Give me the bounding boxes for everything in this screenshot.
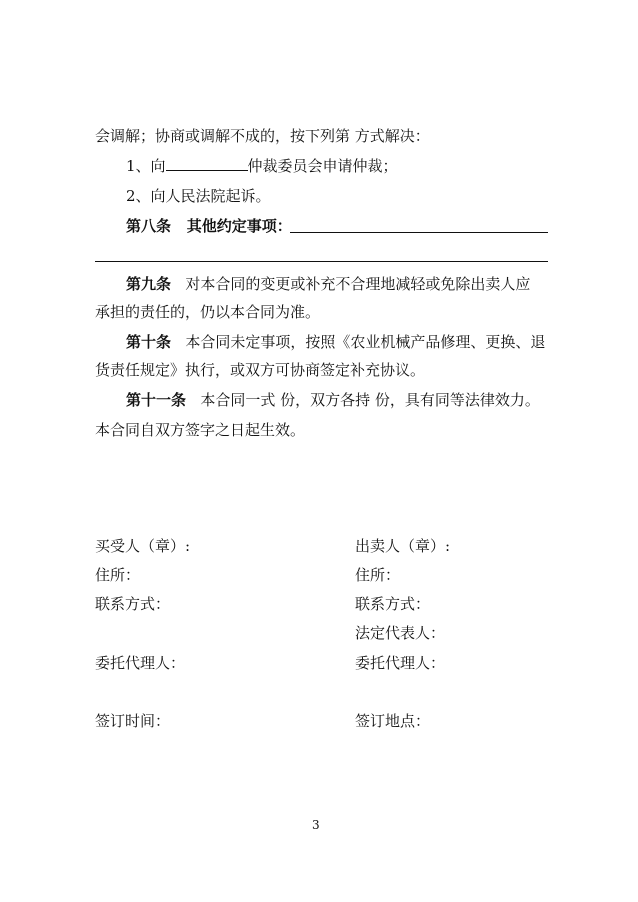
buyer-agent: 委托代理人： [95,654,186,672]
buyer-contact: 联系方式： [95,595,171,613]
court-option: 2、向人民法院起诉。 [126,187,271,205]
article-text: 对本合同的变更或补充不合理地减轻或免除出卖人应 [185,275,531,293]
seller-label: 出卖人（章）: [355,537,451,555]
article-label: 第八条 [126,217,172,235]
seller-address: 住所： [355,566,401,584]
seller-contact: 联系方式： [355,595,431,613]
article-11-cont: 本合同自双方签字之日起生效。 [95,421,306,439]
buyer-label: 买受人（章）: [95,537,191,555]
article-9-cont: 承担的责任的，仍以本合同为准。 [95,303,321,321]
article-10-cont: 货责任规定》执行，或双方可协商签定补充协议。 [95,361,426,379]
seller-legal-rep: 法定代表人： [355,624,446,642]
option-suffix: 仲裁委员会申请仲裁； [247,157,398,175]
arbitration-blank [166,156,248,171]
article-8 [126,216,292,236]
article-label: 第十条 [126,333,172,351]
buyer-address: 住所： [95,566,141,584]
arbitration-option [126,156,398,176]
option-prefix: 1、向 [126,157,166,175]
article-9 [126,274,530,294]
article-10 [126,332,545,352]
other-terms-blank [290,232,548,233]
article-text: 其他约定事项： [186,217,292,235]
article-11 [126,390,540,410]
article-label: 第十一条 [126,391,187,409]
seller-agent: 委托代理人： [355,654,446,672]
sign-place: 签订地点： [355,712,431,730]
article-label: 第九条 [126,275,172,293]
other-terms-blank-line [95,261,548,262]
article-text: 本合同一式 份，双方各持 份，具有同等法律效力。 [200,391,540,409]
article-text: 本合同未定事项，按照《农业机械产品修理、更换、退 [185,333,546,351]
sign-time: 签订时间： [95,712,171,730]
page-number: 3 [312,818,320,832]
paragraph-line: 会调解；协商或调解不成的，按下列第 方式解决： [95,127,430,145]
